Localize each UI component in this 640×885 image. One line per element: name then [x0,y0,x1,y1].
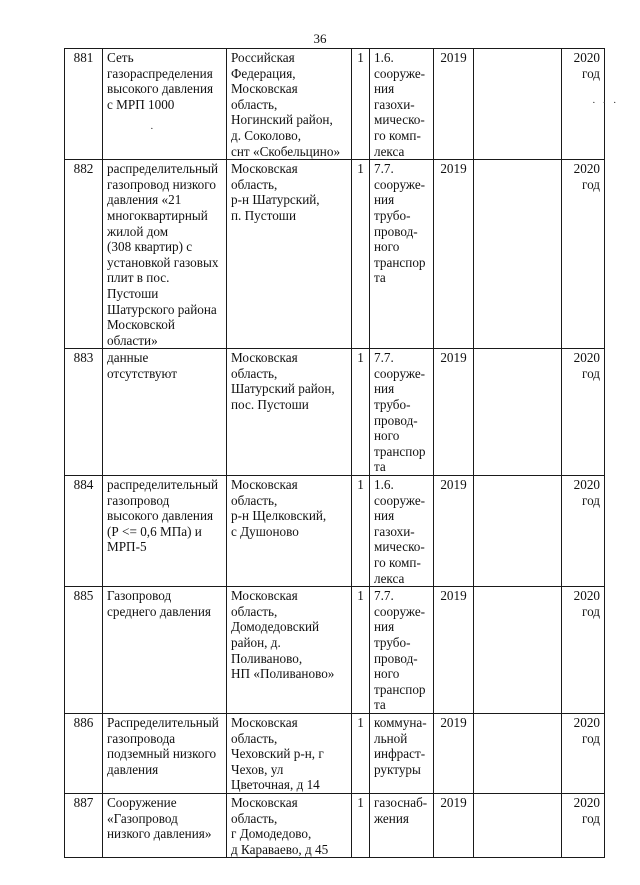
object-name: Сеть газораспределения высокого давления с МРП 1000 [103,49,227,160]
row-number: 882 [65,160,103,349]
empty-cell [474,476,562,587]
object-type: 1.6. сооруже- ния газохи- мическо- го комп- лекса [370,476,434,587]
object-due-year: 2020 год [562,793,605,857]
empty-cell [474,793,562,857]
object-year: 2019 [434,160,474,349]
object-due-year: 2020 год [562,587,605,714]
object-address: Московская область, Шатурский район, пос. Пустоши [227,349,352,476]
row-number: 883 [65,349,103,476]
row-number: 887 [65,793,103,857]
object-address: Российская Федерация, Московская область, Ногинский район, д. Соколово, снт «Скобельцино» [227,49,352,160]
page-number: 36 [313,31,327,46]
object-year: 2019 [434,587,474,714]
object-type: 7.7. сооруже- ния трубо- провод- ного транспор та [370,160,434,349]
object-type: 7.7. сооруже- ния трубо- провод- ного транспор та [370,587,434,714]
object-due-year: 2020 год [562,349,605,476]
table-row [65,160,605,349]
object-name: Распределительный газопровода подземный низкого давления [103,713,227,793]
row-number: 884 [65,476,103,587]
object-name: распределительный газопровод низкого давления «21 многоквартирный жилой дом (308 квартир) с установкой газовых плит в пос. Пустоши Шатурского района Московской области» [103,160,227,349]
object-quantity: 1 [352,49,370,160]
object-quantity: 1 [352,160,370,349]
object-due-year: 2020 год [562,713,605,793]
scan-speck: · · · [592,97,619,109]
object-address: Московская область, р-н Щелковский, с Душоново [227,476,352,587]
object-quantity: 1 [352,476,370,587]
empty-cell [474,49,562,160]
object-type: 7.7. сооруже- ния трубо- провод- ного транспор та [370,349,434,476]
scan-speck: · [150,123,154,135]
row-number: 885 [65,587,103,714]
object-year: 2019 [434,713,474,793]
object-address: Московская область, р-н Шатурский, п. Пустоши [227,160,352,349]
object-year: 2019 [434,49,474,160]
empty-cell [474,713,562,793]
object-name: данные отсутствуют [103,349,227,476]
object-type: 1.6. сооруже- ния газохи- мическо- го комп- лекса [370,49,434,160]
object-address: Московская область, Чеховский р-н, г Чехов, ул Цветочная, д 14 [227,713,352,793]
object-name: распределительный газопровод высокого давления (Р <= 0,6 МПа) и МРП-5 [103,476,227,587]
object-address: Московская область, г Домодедово, д Караваево, д 45 [227,793,352,857]
empty-cell [474,160,562,349]
register-table [64,48,605,858]
object-due-year: 2020 год [562,476,605,587]
object-due-year: 2020 год [562,49,605,160]
register-table-body [65,49,605,858]
object-quantity: 1 [352,793,370,857]
table-row [65,713,605,793]
object-due-year: 2020 год [562,160,605,349]
empty-cell [474,349,562,476]
table-row [65,49,605,160]
row-number: 881 [65,49,103,160]
table-row [65,476,605,587]
table-row [65,349,605,476]
object-year: 2019 [434,793,474,857]
object-year: 2019 [434,349,474,476]
table-row [65,793,605,857]
object-name: Газопровод среднего давления [103,587,227,714]
empty-cell [474,587,562,714]
object-quantity: 1 [352,349,370,476]
object-quantity: 1 [352,713,370,793]
object-name: Сооружение «Газопровод низкого давления» [103,793,227,857]
object-type: газоснаб- жения [370,793,434,857]
table-row [65,587,605,714]
object-quantity: 1 [352,587,370,714]
object-address: Московская область, Домодедовский район, д. Поливаново, НП «Поливаново» [227,587,352,714]
object-type: коммуна- льной инфраст- руктуры [370,713,434,793]
object-year: 2019 [434,476,474,587]
row-number: 886 [65,713,103,793]
